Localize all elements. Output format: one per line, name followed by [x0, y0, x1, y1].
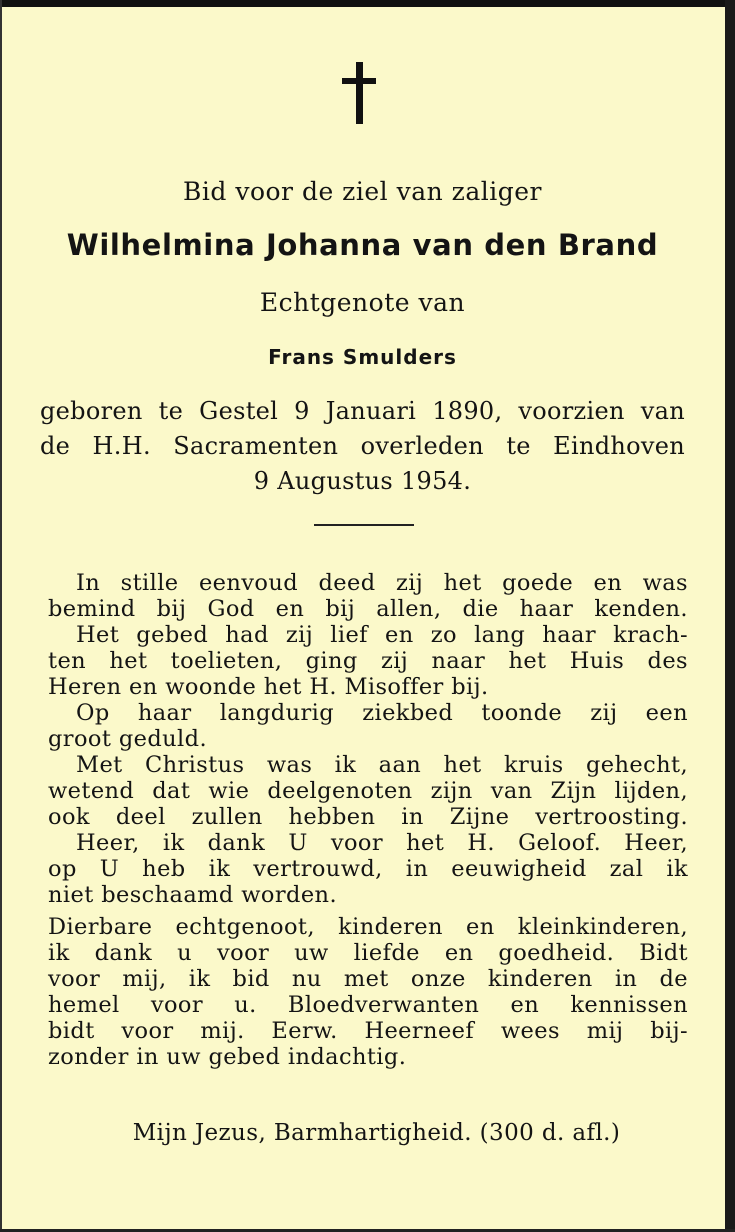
- text-line: Dierbare echtgenoot, kinderen en kleinkinderen,: [48, 914, 688, 940]
- text-line: Heer, ik dank U voor het H. Geloof. Heer,: [76, 830, 688, 856]
- intro-text: Bid voor de ziel van zaliger: [183, 177, 542, 206]
- text-line: Het gebed had zij lief en zo lang haar krach-: [76, 622, 688, 648]
- spouse-label: Echtgenote van: [259, 288, 466, 317]
- birth-line: geboren te Gestel 9 Januari 1890, voorzien van: [40, 397, 685, 425]
- text-line: voor mij, ik bid nu met onze kinderen in de: [48, 966, 688, 992]
- text-line: ten het toelieten, ging zij naar het Huis des: [48, 648, 688, 674]
- divider: [314, 524, 414, 526]
- card-top-edge: [0, 0, 735, 7]
- text-line: Op haar langdurig ziekbed toonde zij een: [76, 700, 688, 726]
- birth-line: de H.H. Sacramenten overleden te Eindhoven: [40, 432, 685, 460]
- text-line: Heren en woonde het H. Misoffer bij.: [48, 674, 489, 700]
- birth-line: 9 Augustus 1954.: [253, 467, 472, 495]
- text-line: groot geduld.: [48, 726, 208, 752]
- text-line: ik dank u voor uw liefde en goedheid. Bidt: [48, 940, 688, 966]
- closing-prayer: Mijn Jezus, Barmhartigheid. (300 d. afl.): [132, 1120, 621, 1146]
- text-line: In stille eenvoud deed zij het goede en was: [76, 570, 688, 596]
- text-line: ook deel zullen hebben in Zijne vertroosting.: [48, 804, 688, 830]
- text-line: bemind bij God en bij allen, die haar kenden.: [48, 596, 688, 622]
- birth-death-details: [40, 394, 685, 499]
- text-line: bidt voor mij. Eerw. Heerneef wees mij bij-: [48, 1018, 688, 1044]
- spouse-name: Frans Smulders: [268, 345, 457, 369]
- text-line: hemel voor u. Bloedverwanten en kennissen: [48, 992, 688, 1018]
- text-line: Met Christus was ik aan het kruis gehecht,: [76, 752, 688, 778]
- text-line: op U heb ik vertrouwd, in eeuwigheid zal ik: [48, 856, 688, 882]
- text-line: wetend dat wie deelgenoten zijn van Zijn lijden,: [48, 778, 688, 804]
- cross-icon: [340, 62, 378, 124]
- text-line: niet beschaamd worden.: [48, 882, 337, 908]
- deceased-name: Wilhelmina Johanna van den Brand: [66, 228, 659, 262]
- text-line: zonder in uw gebed indachtig.: [48, 1044, 407, 1070]
- memorial-text: [48, 570, 688, 1070]
- card-right-edge: [725, 0, 735, 1232]
